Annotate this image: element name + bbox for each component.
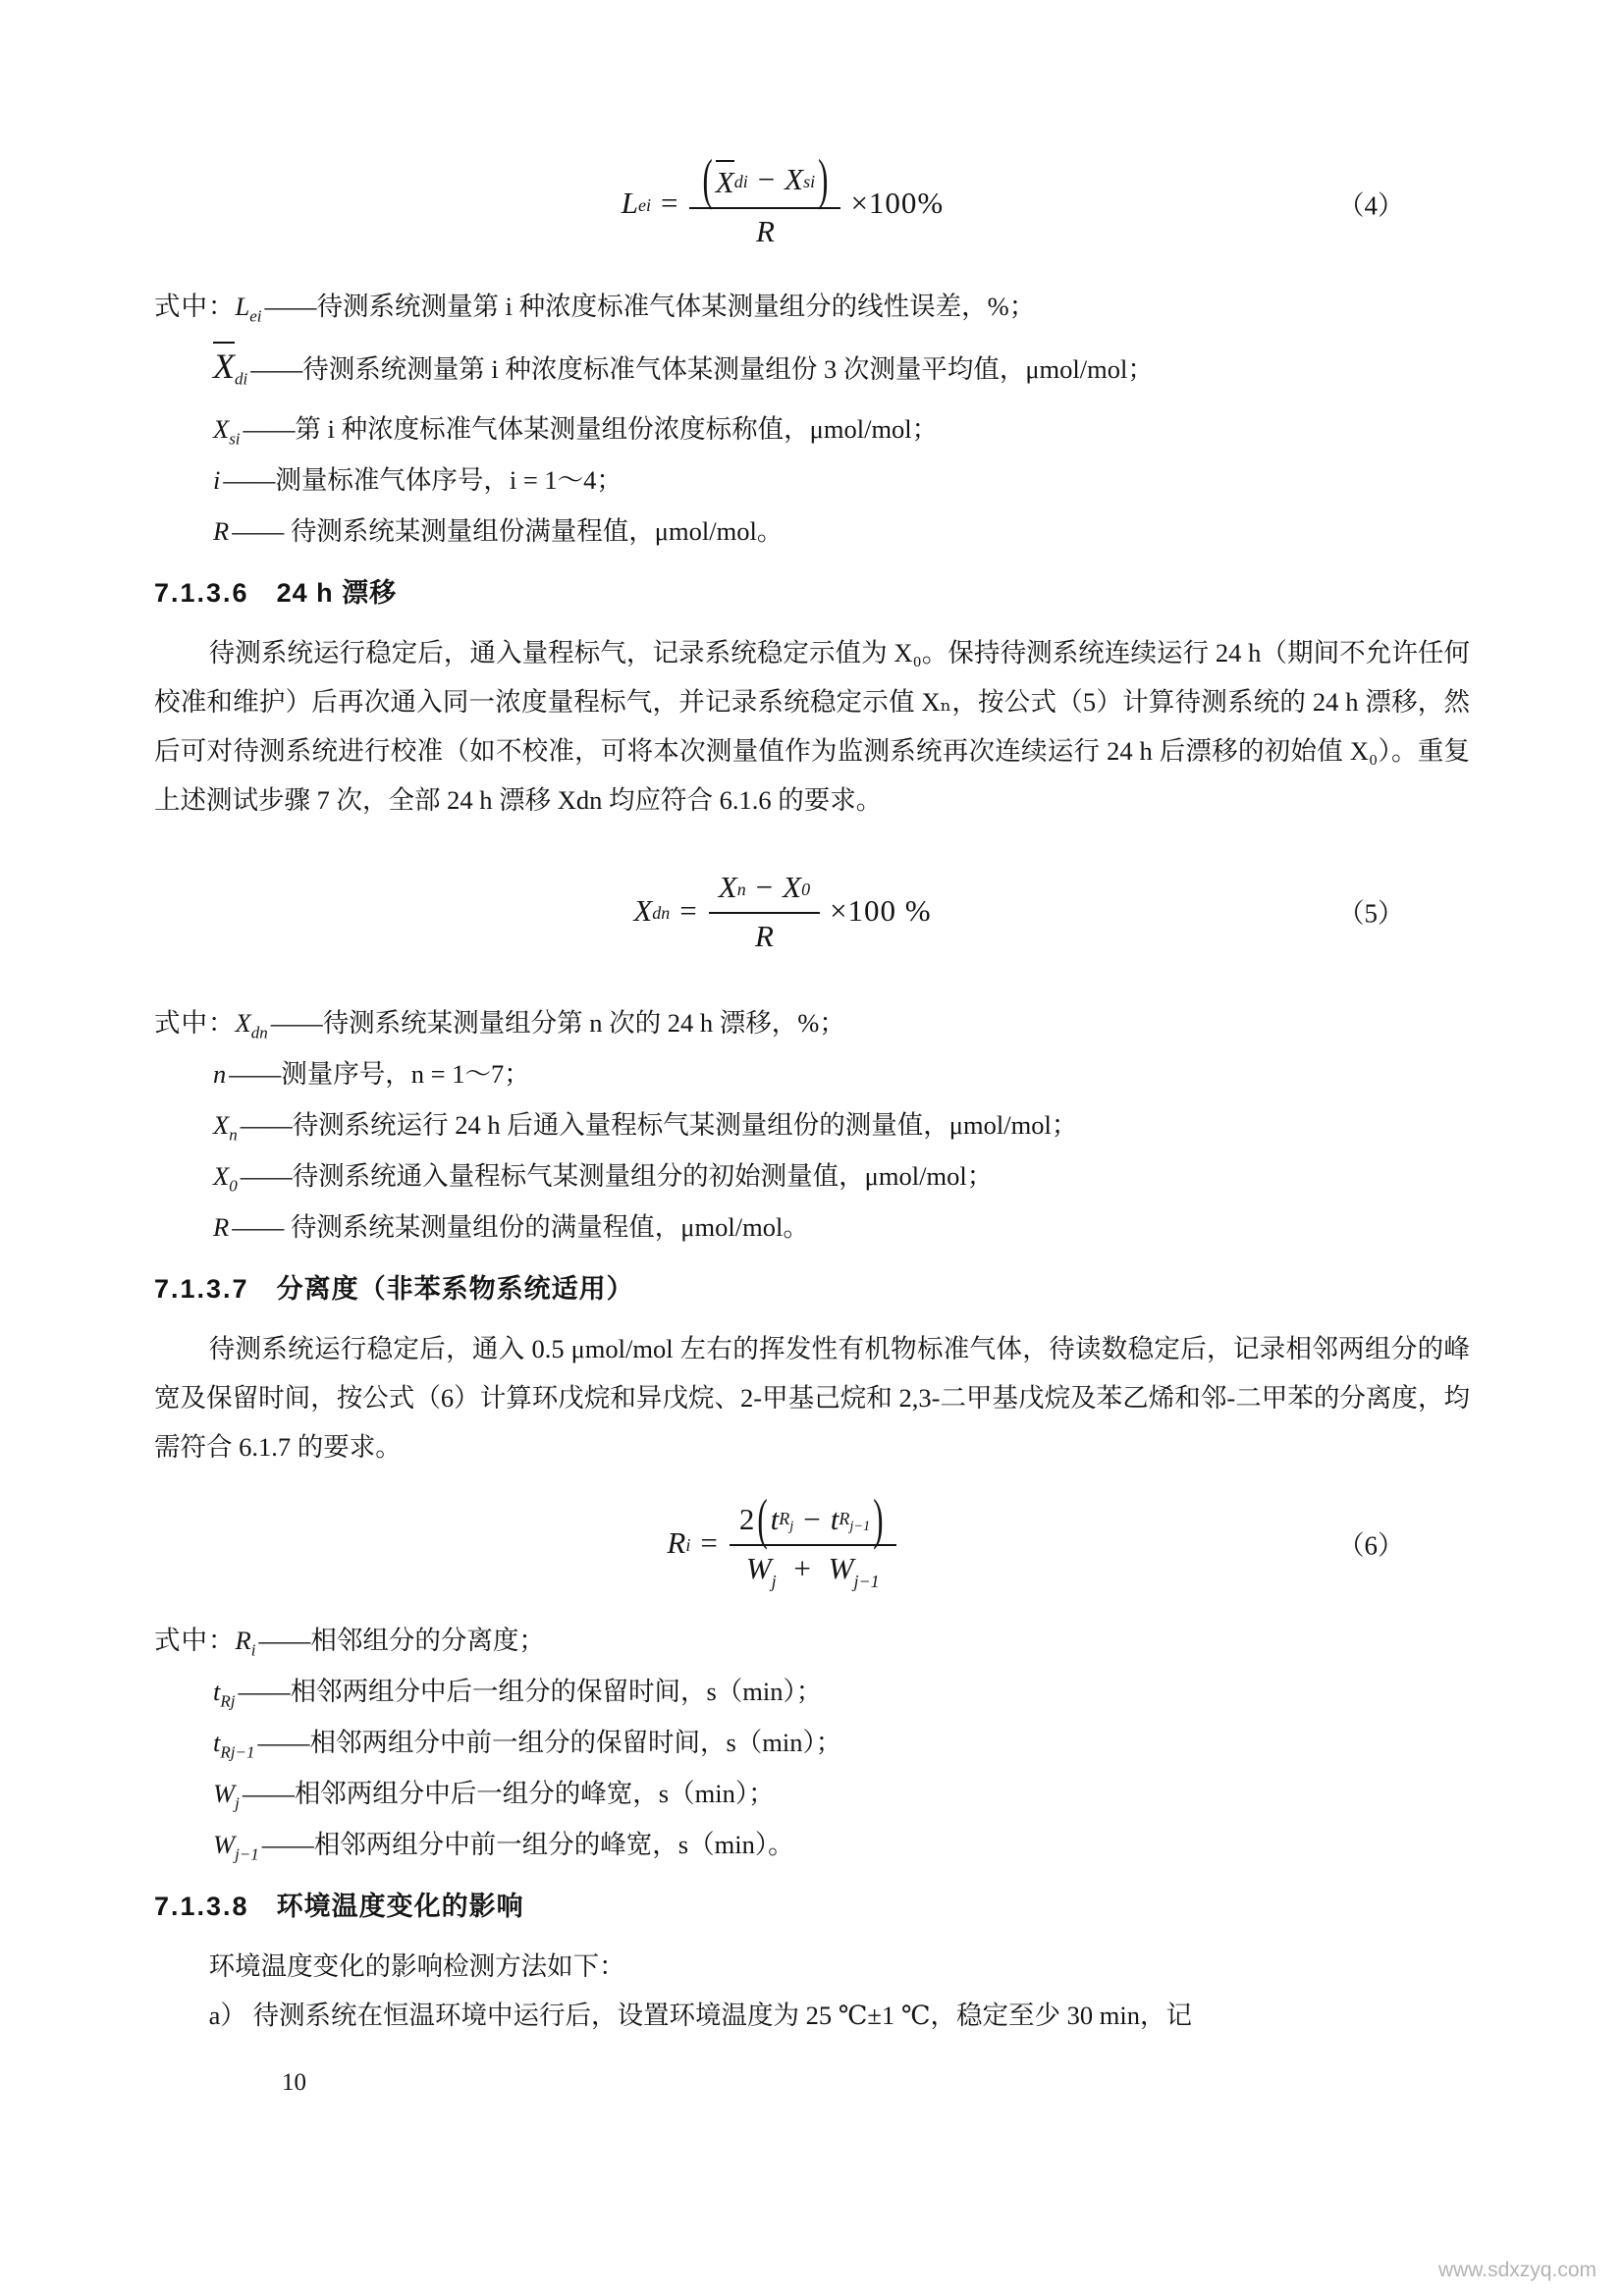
equals-sign: =: [660, 186, 678, 220]
definition-text: ——待测系统通入量程标气某测量组分的初始测量值，μmol/mol；: [240, 1161, 994, 1191]
variable-symbol: [213, 454, 220, 506]
definition-text: —— 待测系统某测量组份的满量程值，μmol/mol。: [232, 1212, 809, 1242]
definition-item: [154, 1099, 1470, 1150]
definition-item: [154, 997, 1470, 1048]
definition-text: ——待测系统测量第 i 种浓度标准气体某测量组分的线性误差，%；: [264, 292, 1036, 321]
symbol-base: X: [213, 1161, 230, 1191]
equation-6-lhs: R: [667, 1525, 686, 1560]
section-number: 7.1.3.8: [154, 1892, 249, 1921]
equation-4: [154, 126, 1470, 281]
equation-6-formula: R $_i$ = 2 ( t $_{R_j}$ − t $_{R_{j-1}}$ ) $W_j + W_{j-1}$: [667, 1500, 897, 1586]
symbol-sub: ei: [249, 306, 262, 326]
paragraph-temperature-intro: 环境温度变化的影响检测方法如下：: [208, 1951, 625, 1981]
fraction-numerator: ( X $_{di}$ − X $_{si}$ ): [689, 158, 840, 209]
symbol-base: L: [235, 292, 250, 321]
equation-5-number: （5）: [1337, 898, 1404, 929]
definition-item: [154, 403, 1470, 454]
variable-symbol: [213, 1150, 238, 1201]
symbol-base: R: [213, 516, 230, 546]
where-list-4: [154, 281, 1470, 557]
plus-sign: +: [793, 1551, 811, 1585]
definition-item: [154, 1615, 1470, 1666]
definition-item: [154, 1048, 1470, 1099]
symbol-base: W: [213, 1779, 236, 1808]
times-100-percent: ×100%: [850, 186, 945, 220]
definition-text: —— 待测系统某测量组份满量程值，μmol/mol。: [232, 516, 784, 546]
w-j: W: [745, 1551, 772, 1585]
x-si: X: [785, 162, 804, 196]
equation-4-lhs: L: [621, 186, 638, 220]
section-number: 7.1.3.6: [154, 578, 249, 608]
minus-sign: −: [755, 870, 774, 904]
section-title: 24 h 漂移: [276, 578, 398, 608]
definition-text: ——相邻两组分中前一组分的保留时间，s（min）；: [257, 1728, 842, 1757]
definition-text: ——相邻组分的分离度；: [258, 1626, 545, 1655]
symbol-base: i: [213, 465, 221, 495]
equals-sign: =: [700, 1525, 718, 1560]
section-heading-7-1-3-8: [154, 1885, 1470, 1923]
equation-5: [154, 825, 1470, 997]
variable-symbol: [236, 1615, 256, 1666]
symbol-sub: Rj: [220, 1691, 236, 1711]
minus-sign: −: [803, 1502, 821, 1536]
equation-6: [154, 1471, 1470, 1615]
symbol-base: X: [213, 414, 230, 444]
where-label: 式中：: [154, 1626, 236, 1655]
variable-symbol: [213, 1201, 229, 1253]
variable-symbol: [236, 281, 262, 332]
symbol-sub: i: [250, 1640, 256, 1660]
symbol-sub: si: [229, 429, 241, 449]
section-title: 分离度（非苯系物系统适用）: [276, 1274, 634, 1304]
definition-text: ——测量序号，n = 1～7；: [229, 1059, 530, 1089]
symbol-base: t: [213, 1677, 221, 1706]
symbol-base: W: [213, 1830, 236, 1859]
x-n: X: [718, 870, 737, 904]
x-bar-di: X: [716, 160, 734, 200]
equals-sign: =: [679, 893, 697, 928]
page-number: 10: [282, 2069, 306, 2096]
paragraph-temperature-item-a: a） 待测系统在恒温环境中运行后，设置环境温度为 25 ℃±1 ℃，稳定至少 30 min，记: [208, 2001, 1192, 2030]
left-paren: (: [757, 1486, 768, 1551]
symbol-sub: Rj−1: [220, 1742, 255, 1762]
paragraph-resolution: 待测系统运行稳定后，通入 0.5 μmol/mol 左右的挥发性有机物标准气体，待读数稳定后，记录相邻两组分的峰宽及保留时间，按公式（6）计算环戊烷和异戊烷、2-甲基己烷和 2,3-二甲基戊烷及苯乙烯和邻-二甲苯的分离度，均需符合 6.1.7 的要求。: [154, 1334, 1470, 1462]
section-heading-7-1-3-6: [154, 571, 1470, 610]
variable-symbol: [213, 332, 247, 403]
right-paren: ): [818, 146, 829, 211]
variable-symbol: [213, 1717, 254, 1768]
coefficient-2: 2: [738, 1502, 755, 1536]
equation-5-formula: X $_{dn}$ = X $_n$ − X $_0$ R ×100 %: [633, 870, 932, 953]
symbol-base: n: [213, 1059, 227, 1089]
section-heading-7-1-3-7: [154, 1267, 1470, 1306]
definition-text: ——待测系统某测量组分第 n 次的 24 h 漂移，%；: [270, 1008, 845, 1038]
variable-symbol: [213, 1666, 235, 1717]
definition-item: [154, 1150, 1470, 1201]
definition-text: ——待测系统运行 24 h 后通入量程标气某测量组份的测量值，μmol/mol；: [240, 1110, 1078, 1140]
fraction: [730, 1486, 896, 1592]
symbol-base: t: [213, 1728, 221, 1757]
definition-item: [154, 332, 1470, 403]
definition-text: ——相邻两组分中后一组分的保留时间，s（min）；: [238, 1677, 823, 1706]
times-100-percent: ×100 %: [830, 893, 932, 928]
paragraph-24h-drift: 待测系统运行稳定后，通入量程标气，记录系统稳定示值为 X₀。保持待测系统连续运行 24 h（期间不允许任何校准和维护）后再次通入同一浓度量程标气，并记录系统稳定示值 Xₙ，按公式（5）计算待测系统的 24 h 漂移，然后可对待测系统进行校准（如不校准，可将本次测量值作为监测系统再次连续运行 24 h 后漂移的初始值 X₀）。重复上述测试步骤 7 次，全部 24 h 漂移 Xdn 均应符合 6.1.6 的要求。: [154, 638, 1470, 815]
w-j-1: W: [828, 1551, 854, 1585]
symbol-sub: di: [235, 369, 248, 389]
t-rj-sub: Rj: [779, 1508, 794, 1535]
watermark: www.sdxzyq.com: [1437, 2259, 1597, 2281]
symbol-base-overline: X: [213, 342, 235, 386]
symbol-base: R: [213, 1212, 230, 1242]
symbol-sub: j−1: [235, 1844, 259, 1864]
equation-4-number: （4）: [1337, 190, 1404, 221]
section-title: 环境温度变化的影响: [276, 1892, 524, 1921]
symbol-sub: j: [235, 1793, 240, 1813]
variable-symbol: [213, 506, 229, 557]
equation-6-number: （6）: [1337, 1530, 1404, 1561]
t-rj: t: [770, 1502, 780, 1536]
minus-sign: −: [757, 162, 776, 196]
variable-symbol: [213, 1819, 259, 1870]
variable-symbol: [213, 1048, 226, 1099]
equation-4-formula: L $_{ei}$ = ( X $_{di}$ − X $_{si}$ ) R ×100%: [621, 146, 945, 248]
variable-symbol: [236, 997, 268, 1048]
fraction-denominator: R: [755, 213, 775, 248]
equation-5-lhs: X: [633, 893, 653, 928]
symbol-sub: 0: [229, 1176, 238, 1196]
fraction-denominator: R: [754, 919, 774, 953]
x-0: X: [783, 870, 802, 904]
t-rj-1: t: [830, 1502, 839, 1536]
w-j-1-sub: j−1: [853, 1572, 880, 1592]
definition-item: [154, 1201, 1470, 1253]
where-list-6: [154, 1615, 1470, 1870]
variable-symbol: [213, 1768, 240, 1819]
fraction-numerator: [730, 1486, 896, 1551]
symbol-base: X: [235, 1008, 251, 1038]
definition-text: ——第 i 种浓度标准气体某测量组份浓度标称值，μmol/mol；: [243, 414, 939, 444]
where-label: 式中：: [154, 1008, 236, 1038]
definition-text: ——测量标准气体序号，i = 1～4；: [223, 465, 623, 495]
definition-item: [154, 1717, 1470, 1768]
variable-symbol: [213, 403, 241, 454]
left-paren: (: [702, 146, 713, 211]
definition-item: [154, 1768, 1470, 1819]
definition-item: [154, 506, 1470, 557]
symbol-sub: dn: [250, 1023, 268, 1042]
section-number: 7.1.3.7: [154, 1274, 249, 1304]
where-label: 式中：: [154, 292, 236, 321]
fraction: [689, 146, 840, 249]
definition-text: ——待测系统测量第 i 种浓度标准气体某测量组份 3 次测量平均值，μmol/mol；: [250, 354, 1154, 384]
t-rj-1-sub: Rj−1: [839, 1508, 871, 1535]
definition-item: [154, 454, 1470, 506]
definition-item: [154, 1819, 1470, 1870]
definition-text: ——相邻两组分中前一组分的峰宽，s（min）。: [261, 1830, 794, 1859]
definition-item: [154, 1666, 1470, 1717]
fraction-numerator: X $_n$ − X $_0$: [709, 868, 820, 914]
fraction: [709, 868, 820, 954]
right-paren: ): [873, 1486, 884, 1551]
variable-symbol: [213, 1099, 238, 1150]
symbol-base: R: [235, 1626, 251, 1655]
definition-text: ——相邻两组分中后一组分的峰宽，s（min）；: [242, 1779, 775, 1808]
where-list-5: [154, 997, 1470, 1253]
definition-item: [154, 281, 1470, 332]
symbol-sub: n: [229, 1125, 238, 1145]
symbol-base: X: [213, 1110, 230, 1140]
w-j-sub: j: [771, 1572, 777, 1592]
